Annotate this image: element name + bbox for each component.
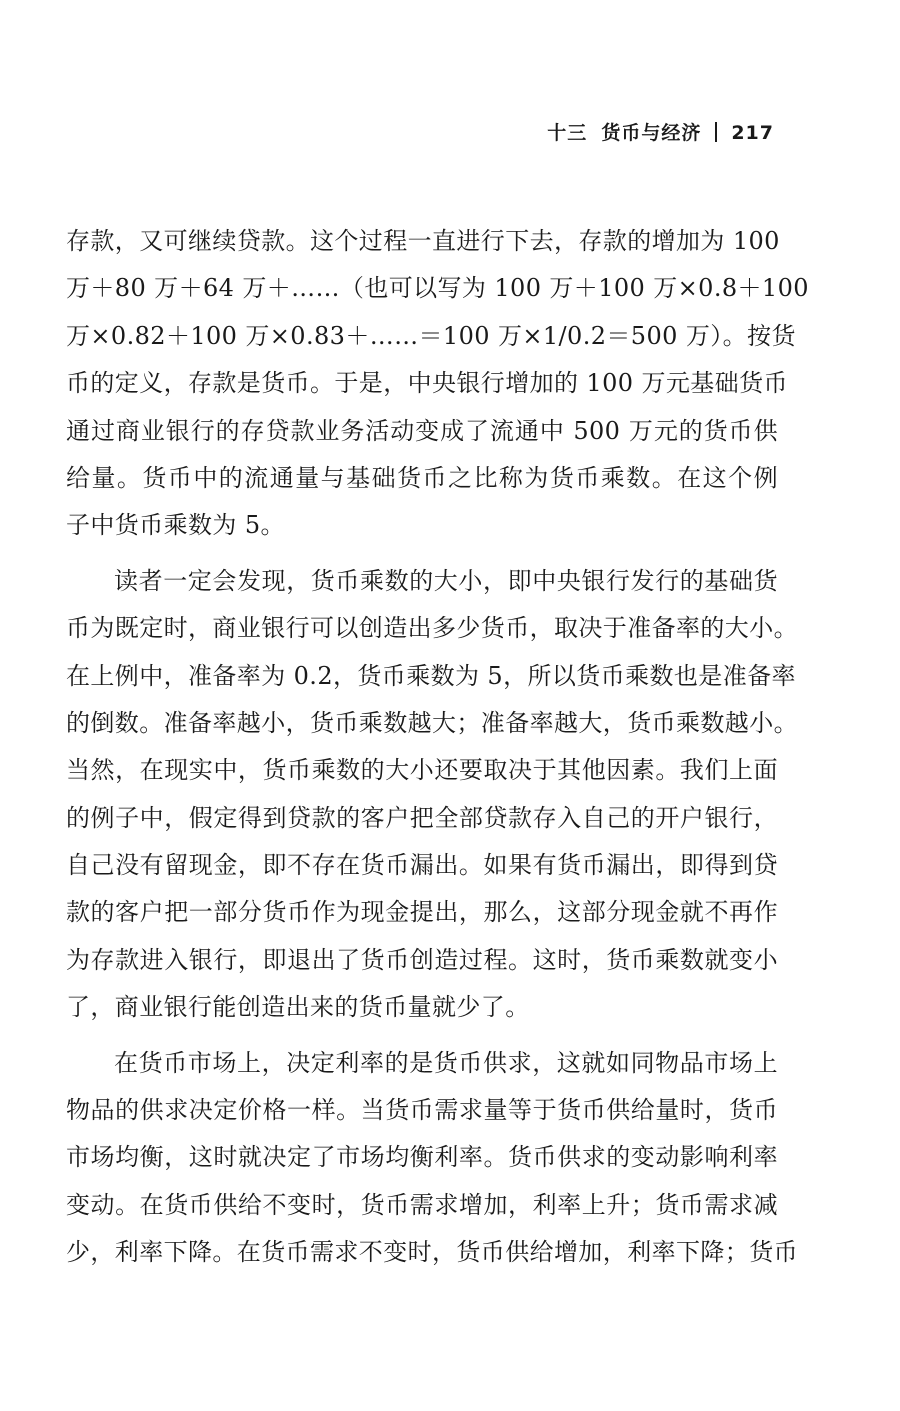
text-line: 万×0.82＋100 万×0.83＋……＝100 万×1/0.2＝500 万）。按货 — [66, 321, 796, 350]
text-line: 给量。货币中的流通量与基础货币之比称为货币乘数。在这个例 — [66, 463, 778, 492]
paragraph — [66, 218, 809, 550]
text-line: 物品的供求决定价格一样。当货币需求量等于货币供给量时，货币 — [66, 1096, 778, 1125]
text-line: 子中货币乘数为 5。 — [66, 511, 285, 540]
text-line: 存款，又可继续贷款。这个过程一直进行下去，存款的增加为 100 — [66, 227, 780, 255]
header-divider — [715, 122, 717, 142]
text-line: 币的定义，存款是货币。于是，中央银行增加的 100 万元基础货币 — [66, 369, 788, 398]
page-body — [66, 218, 809, 1277]
chapter-title: 货币与经济 — [601, 122, 702, 144]
text-line: 市场均衡，这时就决定了市场均衡利率。货币供求的变动影响利率 — [66, 1143, 778, 1172]
text-line: 万＋80 万＋64 万＋……（也可以写为 100 万＋100 万×0.8＋100 — [66, 274, 809, 303]
text-line: 的例子中，假定得到贷款的客户把全部贷款存入自己的开户银行， — [66, 803, 778, 832]
running-header — [547, 118, 774, 145]
text-line: 通过商业银行的存贷款业务活动变成了流通中 500 万元的货币供 — [66, 416, 778, 445]
page-number: 217 — [731, 122, 774, 144]
text-line: 当然，在现实中，货币乘数的大小还要取决于其他因素。我们上面 — [66, 756, 778, 785]
text-line: 币为既定时，商业银行可以创造出多少货币，取决于准备率的大小。 — [66, 614, 798, 643]
text-line: 变动。在货币供给不变时，货币需求增加，利率上升；货币需求减 — [66, 1190, 778, 1219]
chapter-number: 十三 — [547, 122, 588, 144]
text-line: 读者一定会发现，货币乘数的大小，即中央银行发行的基础货 — [114, 566, 778, 595]
paragraph — [66, 1040, 798, 1277]
text-line: 为存款进入银行，即退出了货币创造过程。这时，货币乘数就变小 — [66, 945, 778, 974]
text-line: 的倒数。准备率越小，货币乘数越大；准备率越大，货币乘数越小。 — [66, 708, 798, 737]
text-line: 了，商业银行能创造出来的货币量就少了。 — [66, 993, 530, 1022]
text-line: 在上例中，准备率为 0.2，货币乘数为 5，所以货币乘数也是准备率 — [66, 661, 796, 690]
text-line: 款的客户把一部分货币作为现金提出，那么，这部分现金就不再作 — [66, 898, 778, 927]
paragraph — [66, 558, 798, 1032]
text-line: 在货币市场上，决定利率的是货币供求，这就如同物品市场上 — [114, 1048, 778, 1077]
text-line: 自己没有留现金，即不存在货币漏出。如果有货币漏出，即得到贷 — [66, 851, 778, 880]
text-line: 少，利率下降。在货币需求不变时，货币供给增加，利率下降；货币 — [66, 1238, 798, 1267]
